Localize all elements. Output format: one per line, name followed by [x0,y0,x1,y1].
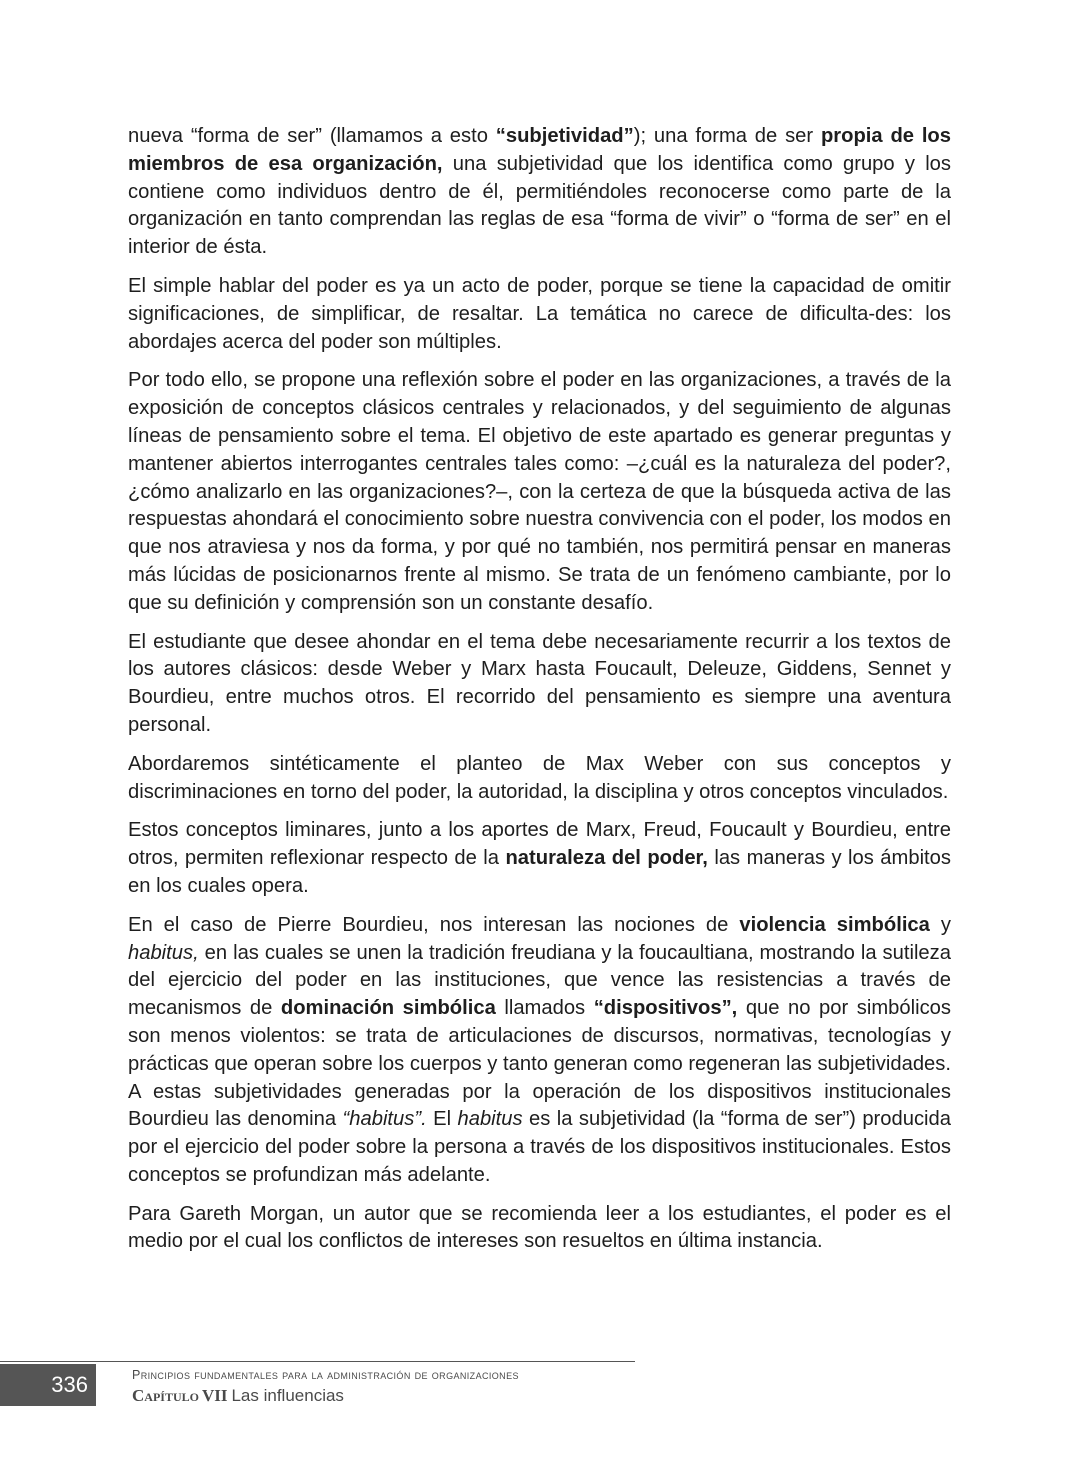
chapter-line [132,1386,344,1406]
bold-text: “dispositivos”, [593,997,738,1020]
text-run: Para Gareth Morgan, un autor que se recomienda leer a los estudiantes, el poder es el medio por el cual los conflictos de intereses son resueltos en última instancia. [128,1202,951,1253]
chapter-title: Las influencias [231,1386,344,1405]
text-run: Estos conceptos liminares, junto a los aportes de Marx, Freud, Foucault y Bourdieu, entre otros, permiten reflexionar respecto de la [128,819,951,870]
page-number: 336 [0,1364,96,1406]
text-run: y [929,913,951,936]
bold-text: naturaleza del poder, [505,847,708,870]
text-run: En el caso de Pierre Bourdieu, nos interesan las nociones de [128,913,740,936]
text-run: llamados [495,997,594,1020]
body-text [128,123,951,1267]
paragraph [128,367,951,617]
bold-text: dominación simbólica [280,997,496,1020]
text-run: El estudiante que desee ahondar en el tema debe necesariamente recurrir a los textos de los autores clásicos: desde Weber y Marx hasta Foucault, Deleuze, Giddens, Sennet y Bourdieu, entre muchos otros. El recorrido del pensamiento es siempre una aventura personal. [128,630,951,736]
paragraph [128,751,951,807]
italic-text: habitus, [128,941,199,964]
text-run: es la subjetividad (la “forma de ser”) producida por el ejercicio del poder sobre la persona a través de los dispositivos institucionales. Estos conceptos se profundizan más adelante. [128,1108,951,1186]
book-title: Principios fundamentales para la administración de organizaciones [132,1368,519,1382]
paragraph [128,912,951,1190]
text-run: las maneras y los ámbitos en los cuales opera. [128,847,951,897]
text-run: Por todo ello, se propone una reflexión sobre el poder en las organizaciones, a través de la exposición de conceptos clásicos centrales y relacionados, y del seguimiento de algunas líneas de pensamiento sobre el tema. El objetivo de este apartado es generar preguntas y mantener abiertos interrogantes centrales tales como: –¿cuál es la naturaleza del poder?, ¿cómo analizarlo en las organizaciones?–, con la certeza de que la búsqueda activa de las respuestas ahondará el conocimiento sobre nuestra convivencia con el poder, los modos en que nos atraviesa y nos da forma, y por qué no también, nos permitirá pensar en maneras más lúcidas de posicionarnos frente al mismo. Se trata de un fenómeno cambiante, por lo que su definición y comprensión son un constante desafío. [128,369,951,614]
text-run: nueva “forma de ser” (llamamos a esto [128,125,496,147]
text-run: Abordaremos sintéticamente el planteo de Max Weber con sus conceptos y discriminaciones en torno del poder, la autoridad, la disciplina y otros conceptos vinculados. [128,752,951,803]
bold-text: “subjetividad” [495,125,634,147]
paragraph [128,817,951,900]
bold-text: violencia simbólica [739,913,930,936]
text-run: El simple hablar del poder es ya un acto de poder, porque se tiene la capacidad de omitir significaciones, de simplificar, de resaltar. La temática no carece de dificulta-des: los abordajes acerca del poder son múltiples. [128,274,951,353]
paragraph [128,123,951,262]
italic-text: habitus [457,1108,523,1131]
text-run: que no por simbólicos son menos violentos: se trata de articulaciones de discursos, normativas, tecnologías y prácticas que operan sobre los cuerpos y tanto generan como regeneran las subjetividades. A estas subjetividades generadas por la operación de los dispositivos institucionales Bourdieu las denomina [128,997,952,1131]
chapter-label: Capítulo [132,1386,199,1405]
footer-divider [0,1361,635,1362]
paragraph [128,273,951,356]
bold-text: propia de los miembros de esa organización, [128,125,951,175]
paragraph [128,629,951,740]
text-run: El [426,1108,458,1131]
italic-text: “habitus”. [342,1108,427,1131]
paragraph [128,1201,951,1257]
text-run: ); una forma de ser [633,125,821,147]
text-run: una subjetividad que los identifica como grupo y los contiene como individuos dentro de él, permitiéndoles reconocerse como parte de la organización en tanto comprendan las reglas de esa “forma de vivir” o “forma de ser” en el interior de ésta. [128,152,951,259]
text-run: en las cuales se unen la tradición freudiana y la foucaultiana, mostrando la sutileza del ejercicio del poder en las instituciones, que vence las resistencias a través de mecanismos de [128,941,951,1020]
chapter-number: VII [201,1386,228,1405]
